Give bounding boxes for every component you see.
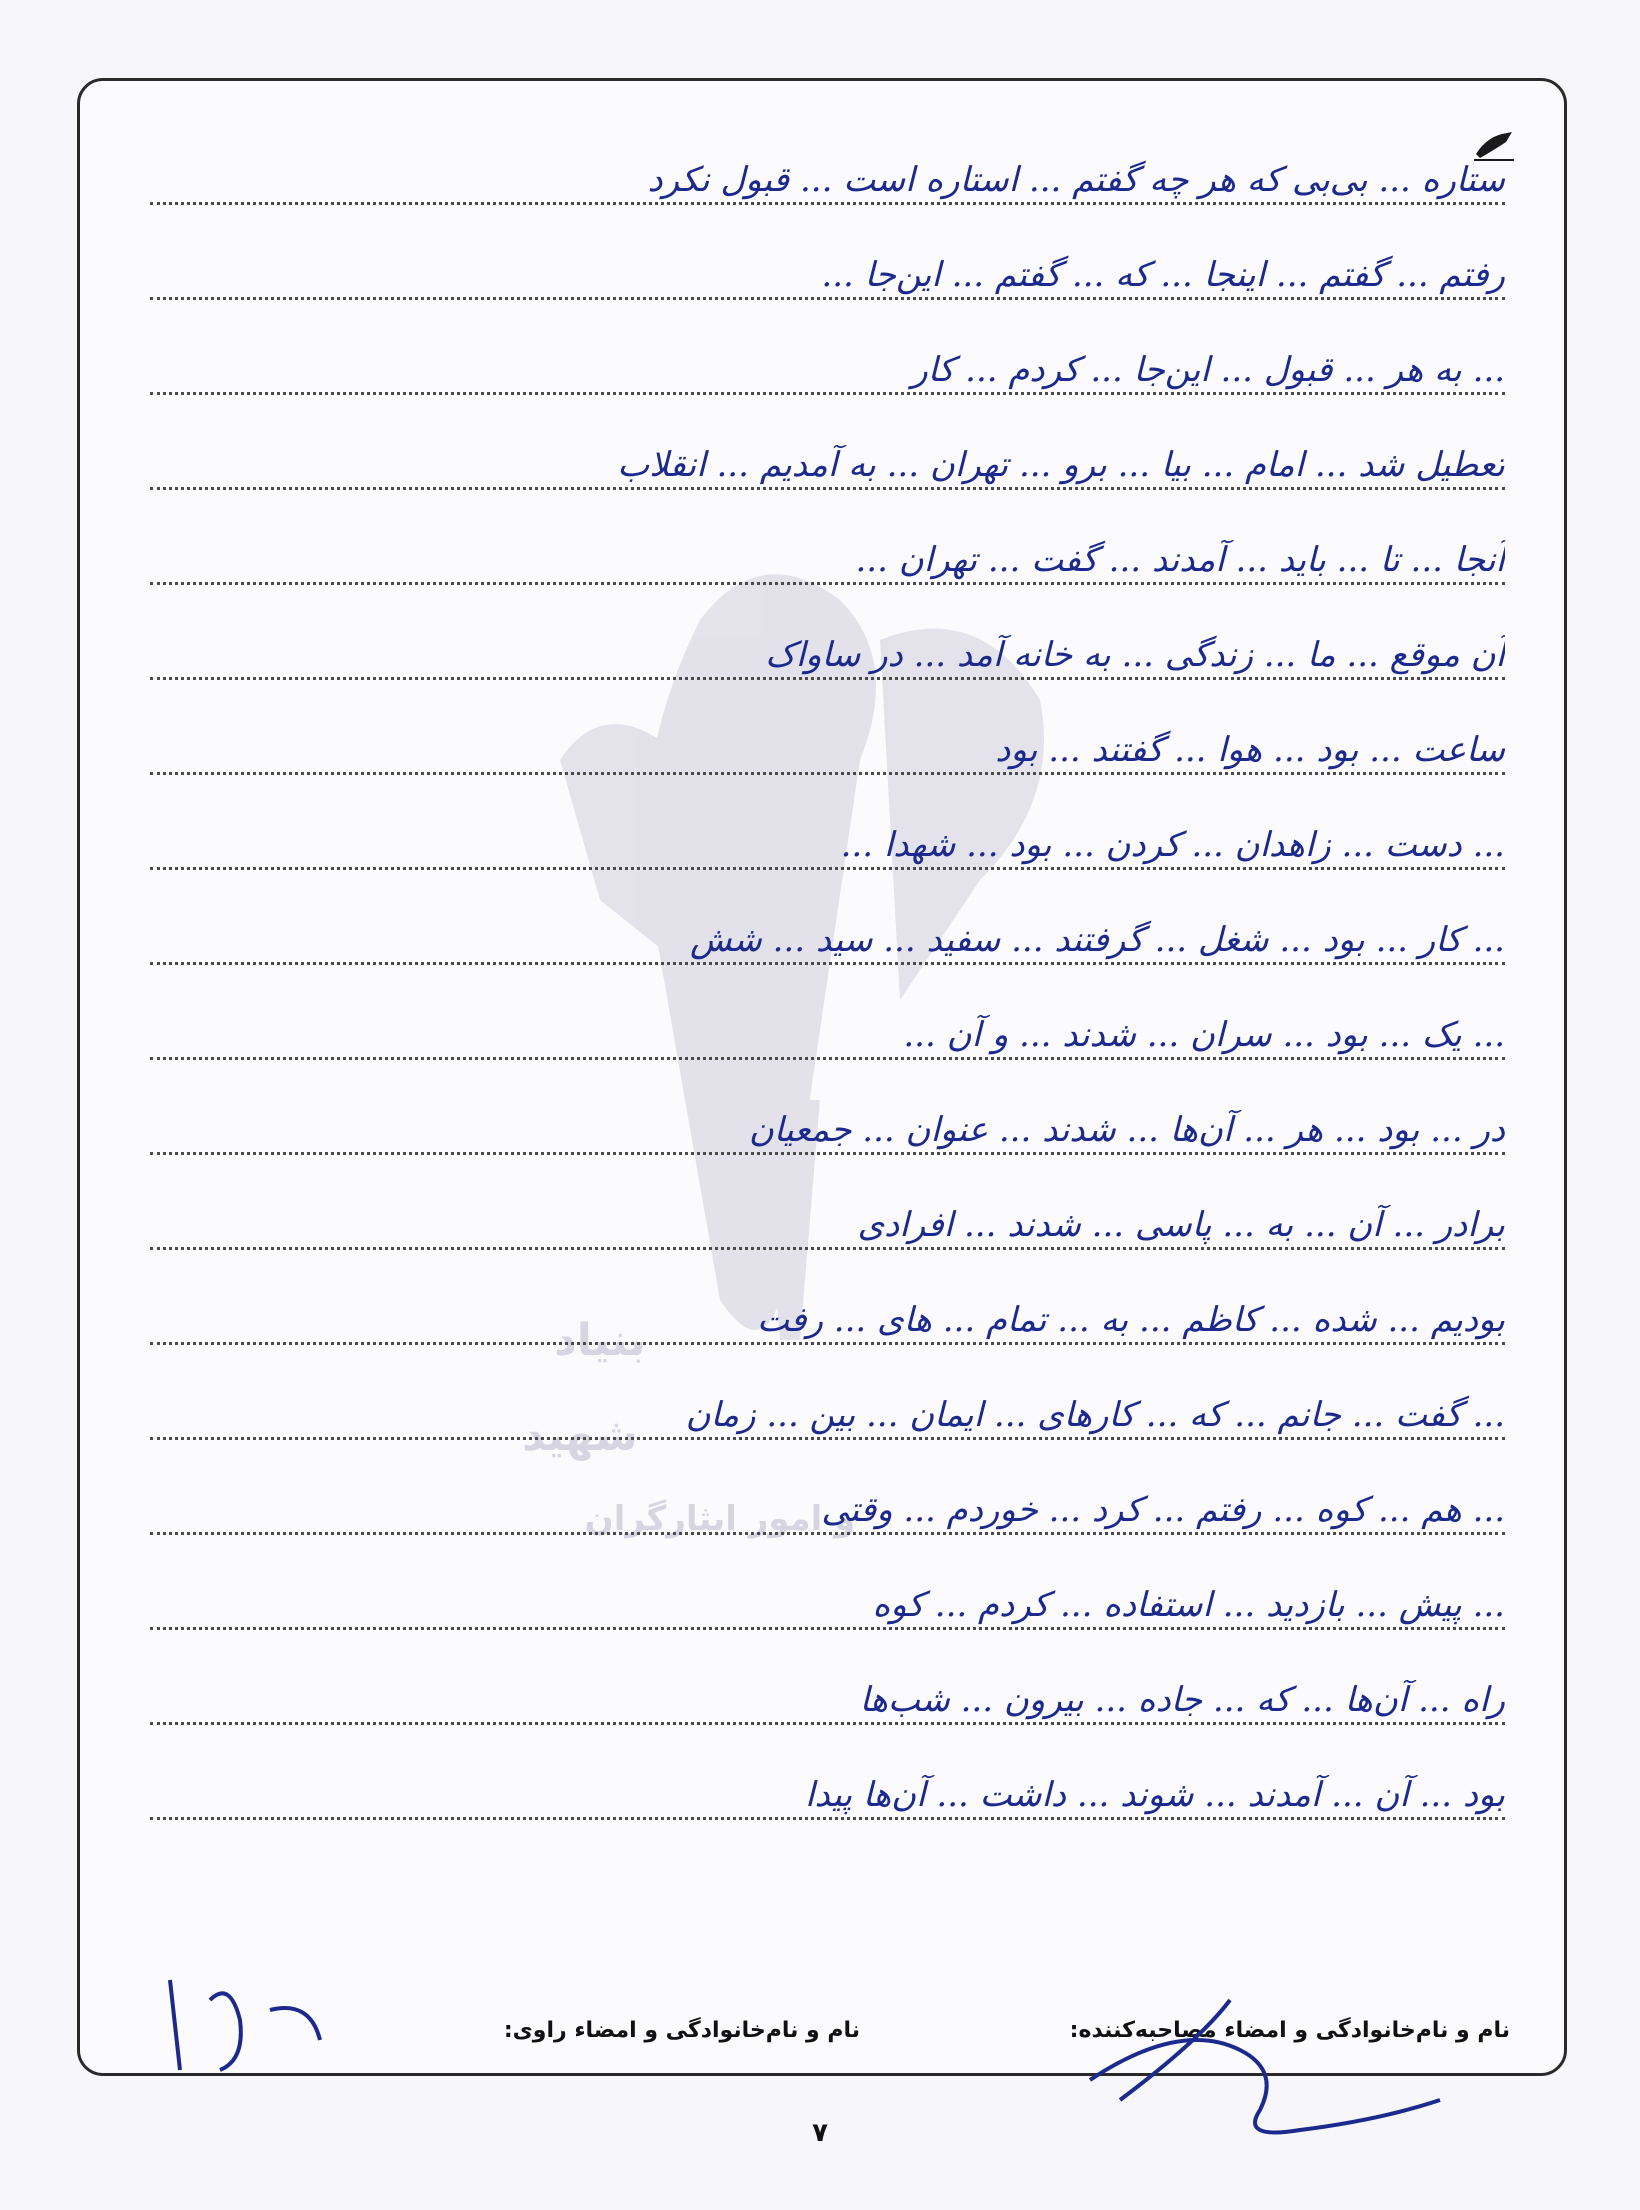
handwritten-line: ... کار ... بود ... شغل ... گرفتند ... سفید ... سید ... شش [689,920,1505,960]
handwritten-line: ساعت ... بود ... هوا ... گفتند ... بود [995,730,1505,770]
ruled-line [150,202,1505,205]
narrator-signature-label: نام و نام‌خانوادگی و امضاء راوی: [503,2018,860,2043]
handwritten-line: آنجا ... تا ... باید ... آمدند ... گفت ... تهران ... [855,540,1505,580]
handwritten-line: ... پیش ... بازدید ... استفاده ... کردم ... کوه [872,1585,1505,1625]
page-number: ۷ [812,2118,828,2148]
ruled-line [150,1437,1505,1440]
handwritten-line: آن موقع ... ما ... زندگی ... به خانه آمد ... در ساواک [765,635,1505,675]
handwritten-line: برادر ... آن ... به ... پاسی ... شدند ... افرادی [857,1205,1505,1245]
ruled-line [150,1057,1505,1060]
watermark-line-1: بنیاد [554,1315,646,1366]
ruled-line [150,867,1505,870]
ruled-line [150,1722,1505,1725]
ruled-line [150,1532,1505,1535]
watermark-line-3: و امور ایثارگران [584,1499,856,1539]
watermark-line-2: شهید [522,1410,638,1461]
ruled-line [150,392,1505,395]
ruled-line [150,677,1505,680]
handwritten-line: بود ... آن ... آمدند ... شوند ... داشت ... آن‌ها پیدا [805,1775,1505,1815]
handwritten-line: ... دست ... زاهدان ... کردن ... بود ... شهدا ... [840,825,1505,865]
handwritten-line: ... هم ... کوه ... رفتم ... کرد ... خوردم ... وقتی [821,1490,1505,1530]
ruled-line [150,1152,1505,1155]
ruled-line [150,1817,1505,1820]
handwritten-line: ... یک ... بود ... سران ... شدند ... و آن ... [903,1015,1505,1055]
handwritten-line: رفتم ... گفتم ... اینجا ... که ... گفتم ... این‌جا ... [821,255,1505,295]
handwritten-line: در ... بود ... هر ... آن‌ها ... شدند ... عنوان ... جمعیان [748,1110,1505,1150]
ruled-line [150,1247,1505,1250]
signature-labels [100,2018,1510,2058]
ruled-line [150,297,1505,300]
ruled-line [150,962,1505,965]
ruled-line [150,772,1505,775]
handwritten-line: ستاره ... بی‌بی که هر چه گفتم ... استاره است ... قبول نکرد [647,160,1505,200]
handwriting-area [150,160,1505,1960]
handwritten-line: راه ... آن‌ها ... که ... جاده ... بیرون ... شب‌ها [859,1680,1505,1720]
writing-hand-icon [1472,128,1516,162]
handwritten-line: تعطیل شد ... امام ... بیا ... برو ... تهران ... به آمدیم ... انقلاب [617,445,1505,485]
ruled-line [150,487,1505,490]
ruled-line [150,1342,1505,1345]
handwritten-line: بودیم ... شده ... کاظم ... به ... تمام ... های ... رفت [756,1300,1505,1340]
handwritten-line: ... گفت ... جانم ... که ... کارهای ... ایمان ... بین ... زمان [685,1395,1505,1435]
handwritten-line: ... به هر ... قبول ... این‌جا ... کردم ... کار [911,350,1505,390]
ruled-line [150,582,1505,585]
interviewer-signature-label: نام و نام‌خانوادگی و امضاء مصاحبه‌کننده: [1069,2018,1510,2043]
ruled-line [150,1627,1505,1630]
